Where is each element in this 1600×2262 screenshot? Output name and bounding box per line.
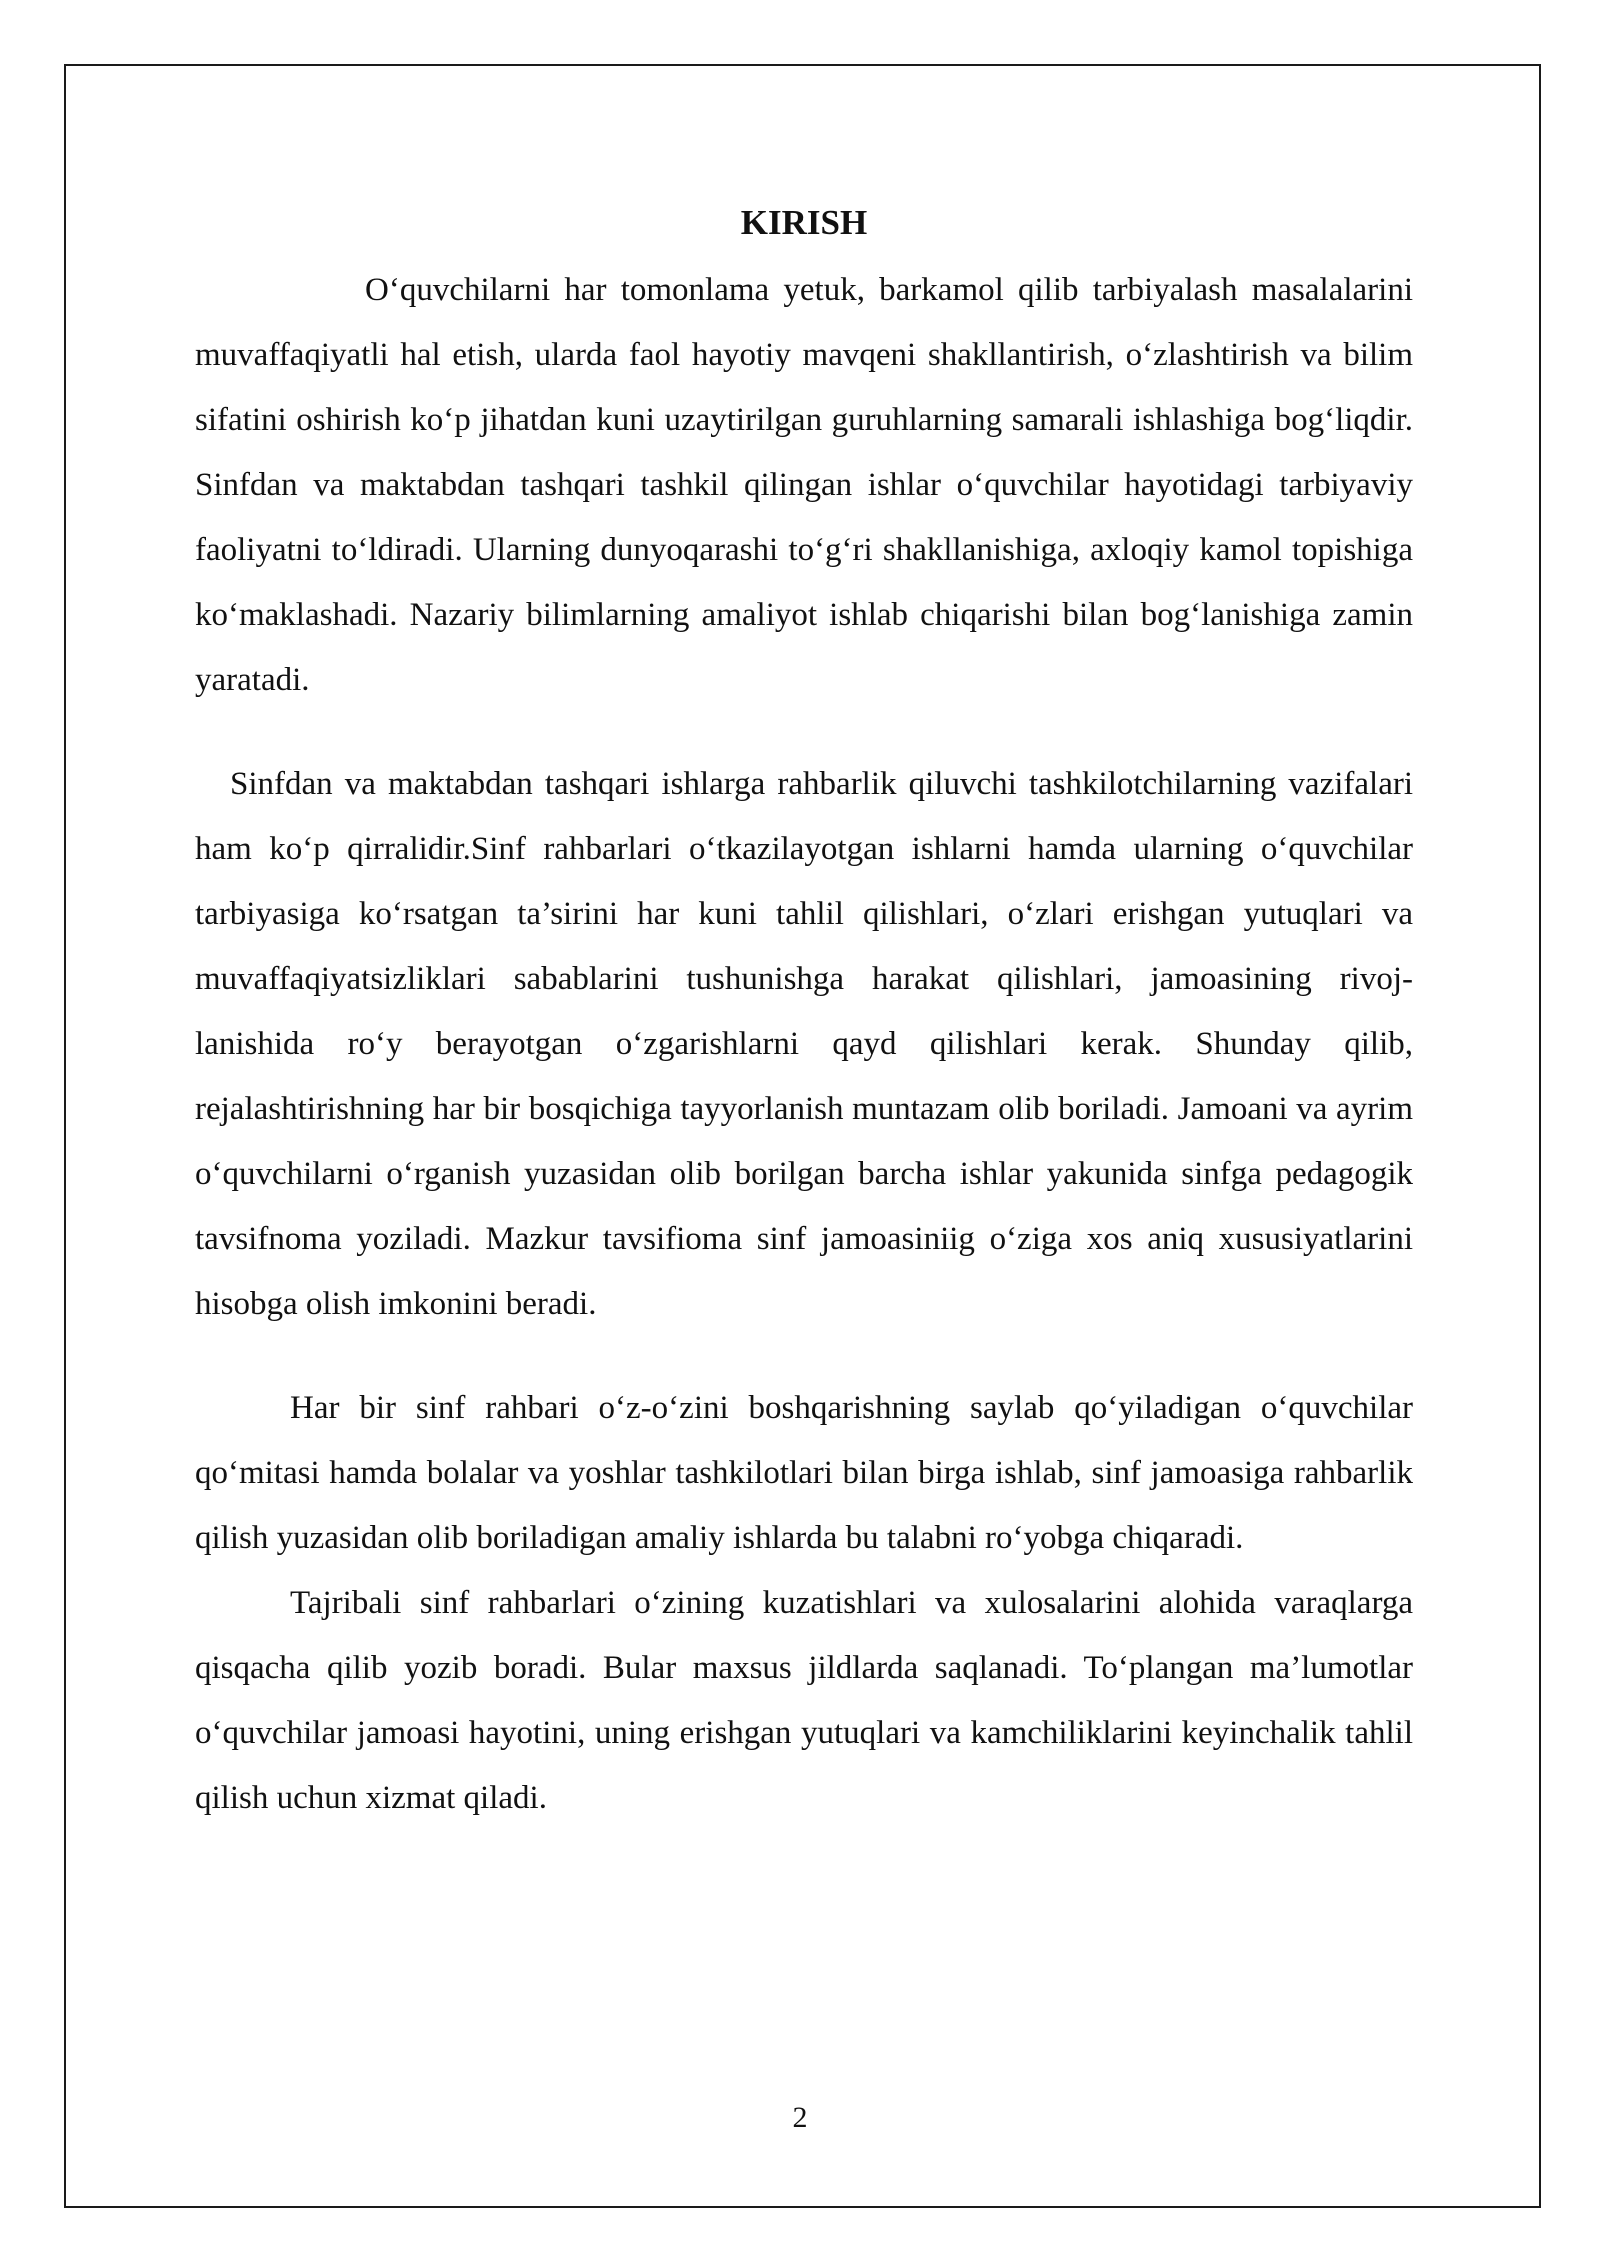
page-title: KIRISH [740,203,868,242]
paragraph-4: Tajribali sinf rahbarlari o‘zining kuzatishlari va xulosalarini alohida varaqlarga qisqacha qilib yozib boradi. Bular maxsus jildlarda saqlanadi. To‘plangan ma’lumotlar o‘quvchilar jamoasi hayotini, uning erishgan yutuqlari va kamchiliklarini keyinchalik tahlil qilish uchun xizmat qiladi. [195,1585,1413,1816]
paragraph-1: O‘quvchilarni har tomonlama yetuk, barkamol qilib tarbiyalash masalalarini muvaffaqiyatli hal etish, ularda faol hayotiy mavqeni shakllantirish, o‘zlashtirish va bilim sifatini oshirish ko‘p jihatdan kuni uzaytirilgan guruhlarning samarali ishlashiga bog‘liqdir. Sinfdan va maktabdan tashqari tashkil qilingan ishlar o‘quvchilar hayotidagi tarbiyaviy faoliyatni to‘ldiradi. Ularning dunyoqarashi to‘g‘ri shakllanishiga, axloqiy kamol topishiga ko‘maklashadi. Nazariy bilimlarning amaliyot ishlab chiqarishi bilan bog‘lanishiga zamin yaratadi. [195,272,1413,698]
paragraph-2: Sinfdan va maktabdan tashqari ishlarga rahbarlik qiluvchi tashkilotchilarning vazifalari ham ko‘p qirralidir.Sinf rahbarlari o‘tkazilayotgan ishlarni hamda ularning o‘quvchilar tarbiyasiga ko‘rsatgan ta’sirini har kuni tahlil qilishlari, o‘zlari erishgan yutuqlari va muvaffaqiyatsizliklari sabablarini tushunishga harakat qilishlari, jamoasining rivoj-lanishida ro‘y berayotgan o‘zgarishlarni qayd qilishlari kerak. Shunday qilib, rejalashtirishning har bir bosqichiga tayyorlanish muntazam olib boriladi. Jamoani va ayrim o‘quvchilarni o‘rganish yuzasidan olib borilgan barcha ishlar yakunida sinfga pedagogik tavsifnoma yoziladi. Mazkur tavsifioma sinf jamoasiniig o‘ziga xos aniq xususiyatlarini hisobga olish imkonini beradi. [195,766,1413,1322]
document-body [195,190,1413,1831]
page-number: 2 [792,2101,808,2134]
paragraph-3: Har bir sinf rahbari o‘z-o‘zini boshqarishning saylab qo‘yiladigan o‘quvchilar qo‘mitasi hamda bolalar va yoshlar tashkilotlari bilan birga ishlab, sinf jamoasiga rahbarlik qilish yuzasidan olib boriladigan amaliy ishlarda bu talabni ro‘yobga chiqaradi. [195,1390,1413,1556]
